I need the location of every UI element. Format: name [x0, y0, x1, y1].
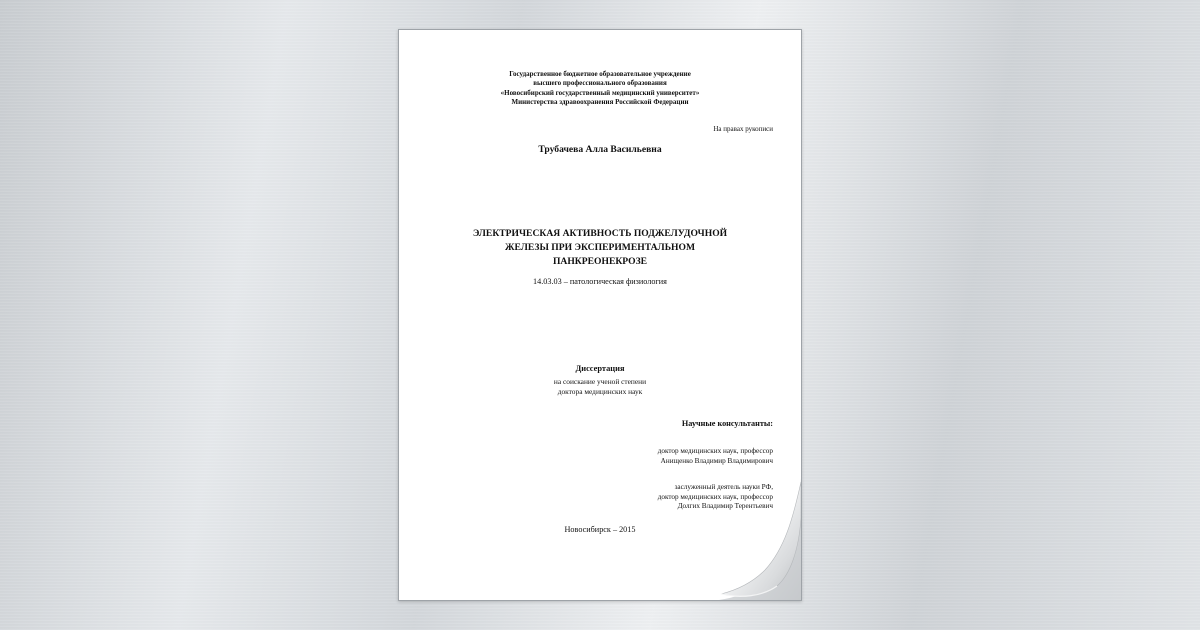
degree-description: [399, 377, 801, 398]
rights-note: На правах рукописи: [713, 125, 773, 133]
degree-line-1: на соискание ученой степени: [553, 377, 647, 386]
consultants-heading: Научные консультанты:: [681, 419, 773, 428]
dissertation-label: Диссертация: [575, 364, 625, 373]
title-line-1: ЭЛЕКТРИЧЕСКАЯ АКТИВНОСТЬ ПОДЖЕЛУДОЧНОЙ: [472, 228, 728, 239]
dissertation-title: [399, 227, 801, 270]
page-curl-icon: [719, 478, 801, 600]
institution-line-4: Министерства здравоохранения Российской Федерации: [511, 97, 689, 106]
degree-line-2: доктора медицинских наук: [557, 387, 643, 397]
consultant-2-name: Долгих Владимир Терентьевич: [677, 502, 773, 510]
institution-line-1: Государственное бюджетное образовательное учреждение: [509, 70, 691, 78]
document-page: [398, 29, 802, 601]
title-line-3: ПАНКРЕОНЕКРОЗЕ: [552, 256, 648, 268]
consultant-1: [658, 446, 773, 466]
author-name: Трубачева Алла Васильевна: [538, 144, 662, 155]
specialty-code: 14.03.03 – патологическая физиология: [533, 277, 667, 286]
consultant-1-name: Анищенко Владимир Владимирович: [660, 457, 773, 465]
institution-line-2: высшего профессионального образования: [533, 79, 667, 88]
title-line-2: ЖЕЛЕЗЫ ПРИ ЭКСПЕРИМЕНТАЛЬНОМ: [504, 242, 696, 254]
city-year: Новосибирск – 2015: [564, 525, 636, 534]
consultant-2-honor: заслуженный деятель науки РФ,: [674, 483, 773, 491]
institution-header: [399, 70, 801, 107]
consultant-1-degree: доктор медицинских наук, профессор: [657, 447, 773, 455]
institution-line-3: «Новосибирский государственный медицинский университет»: [500, 88, 700, 97]
consultant-2-degree: доктор медицинских наук, профессор: [657, 492, 773, 501]
